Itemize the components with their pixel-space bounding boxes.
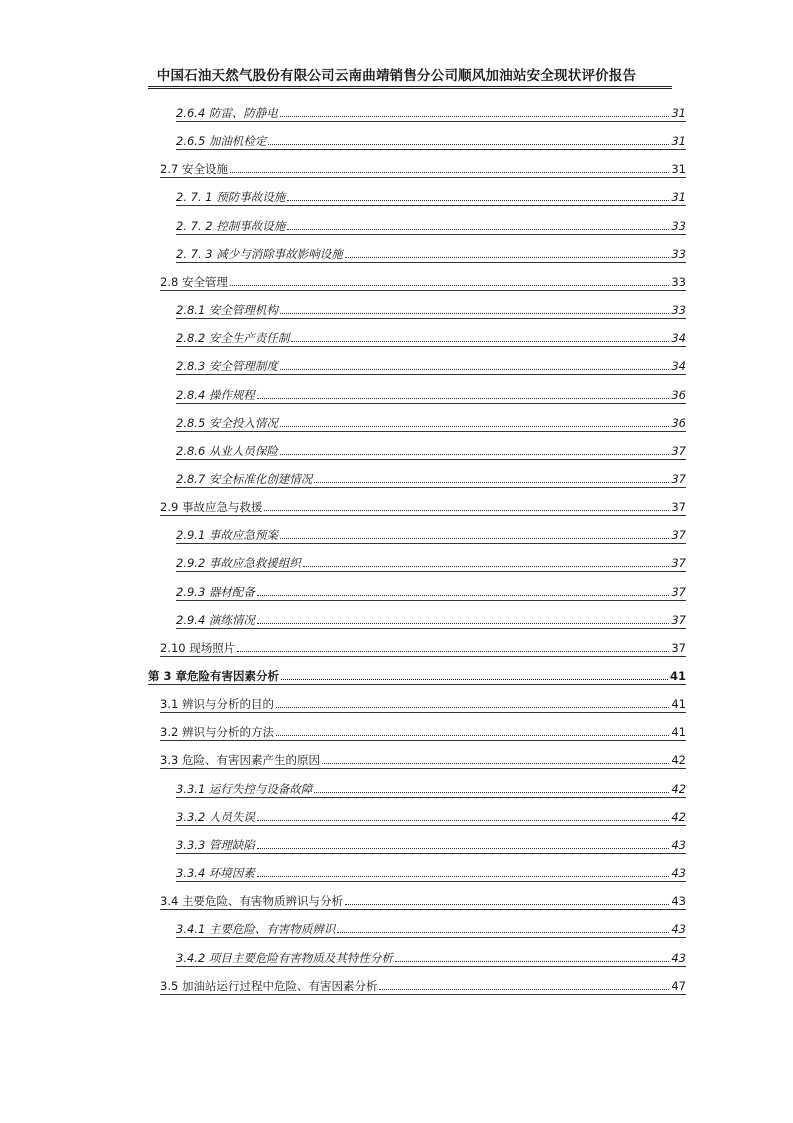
toc-entry-title: 2. 7. 1 预防事故设施 bbox=[176, 190, 286, 204]
toc-leader-dots bbox=[322, 762, 669, 764]
toc-leader-dots bbox=[276, 706, 669, 708]
toc-entry-title: 3.3 危险、有害因素产生的原因 bbox=[160, 753, 320, 767]
toc-entry-underline bbox=[160, 177, 686, 178]
toc-entry[interactable] bbox=[176, 412, 686, 430]
toc-entry-underline bbox=[176, 431, 686, 432]
toc-entry[interactable] bbox=[176, 299, 686, 317]
toc-leader-dots bbox=[257, 819, 669, 821]
toc-entry[interactable] bbox=[176, 778, 686, 796]
toc-entry[interactable] bbox=[160, 637, 686, 655]
toc-entry[interactable] bbox=[160, 721, 686, 739]
toc-entry-page: 37 bbox=[671, 641, 686, 655]
toc-entry[interactable] bbox=[176, 862, 686, 880]
toc-leader-dots bbox=[280, 368, 669, 370]
toc-entry[interactable] bbox=[176, 186, 686, 204]
toc-entry-underline bbox=[160, 909, 686, 910]
toc-entry-title: 3.4.2 项目主要危险有害物质及其特性分析 bbox=[176, 951, 393, 965]
toc-entry-page: 36 bbox=[671, 416, 686, 430]
toc-leader-dots bbox=[303, 565, 669, 567]
toc-entry[interactable] bbox=[160, 158, 686, 176]
toc-entry-title: 2.8.3 安全管理制度 bbox=[176, 359, 278, 373]
toc-leader-dots bbox=[287, 228, 669, 230]
toc-entry-underline bbox=[176, 600, 686, 601]
toc-entry-underline bbox=[176, 543, 686, 544]
toc-entry[interactable] bbox=[176, 102, 686, 120]
toc-entry-underline bbox=[160, 712, 686, 713]
toc-leader-dots bbox=[230, 171, 669, 173]
toc-entry-title: 2. 7. 2 控制事故设施 bbox=[176, 219, 286, 233]
toc-entry-page: 31 bbox=[671, 190, 686, 204]
toc-leader-dots bbox=[291, 340, 669, 342]
toc-entry-title: 3.3.2 人员失误 bbox=[176, 810, 255, 824]
toc-entry[interactable] bbox=[160, 693, 686, 711]
toc-entry-title: 2.8.6 从业人员保险 bbox=[176, 444, 278, 458]
toc-entry-underline bbox=[176, 121, 686, 122]
toc-entry-page: 33 bbox=[671, 219, 686, 233]
toc-entry-underline bbox=[176, 318, 686, 319]
toc-entry-title: 第 3 章危险有害因素分析 bbox=[148, 669, 280, 683]
toc-entry-title: 2.6.5 加油机检定 bbox=[176, 134, 267, 148]
toc-leader-dots bbox=[280, 425, 669, 427]
toc-leader-dots bbox=[257, 875, 669, 877]
toc-entry[interactable] bbox=[176, 384, 686, 402]
toc-entry-underline bbox=[176, 966, 686, 967]
toc-entry-title: 3.4.1 主要危险、有害物质辨识 bbox=[176, 922, 336, 936]
toc-entry-underline bbox=[176, 571, 686, 572]
toc-leader-dots bbox=[257, 594, 669, 596]
toc-entry-page: 42 bbox=[671, 810, 686, 824]
toc-leader-dots bbox=[230, 284, 669, 286]
toc-entry-underline bbox=[160, 290, 686, 291]
toc-entry-title: 2.9 事故应急与救援 bbox=[160, 500, 263, 514]
toc-entry-page: 41 bbox=[669, 669, 686, 683]
toc-leader-dots bbox=[314, 791, 669, 793]
toc-entry-underline bbox=[176, 487, 686, 488]
toc-entry-page: 31 bbox=[671, 134, 686, 148]
toc-entry-title: 2.8.7 安全标准化创建情况 bbox=[176, 472, 313, 486]
toc-leader-dots bbox=[257, 397, 669, 399]
toc-entry-title: 2.8.2 安全生产责任制 bbox=[176, 331, 290, 345]
toc-entry-title: 2.9.4 演练情况 bbox=[176, 613, 255, 627]
toc-leader-dots bbox=[257, 847, 669, 849]
toc-entry[interactable] bbox=[176, 581, 686, 599]
toc-entry-page: 33 bbox=[671, 303, 686, 317]
toc-entry-title: 2.10 现场照片 bbox=[160, 641, 236, 655]
toc-entry-underline bbox=[176, 459, 686, 460]
toc-leader-dots bbox=[280, 453, 669, 455]
toc-leader-dots bbox=[268, 143, 669, 145]
toc-entry-title: 2.7 安全设施 bbox=[160, 162, 228, 176]
toc-entry-underline bbox=[176, 149, 686, 150]
toc-entry-underline bbox=[176, 346, 686, 347]
toc-entry-title: 2.8 安全管理 bbox=[160, 275, 228, 289]
toc-entry-page: 34 bbox=[671, 331, 686, 345]
toc-entry[interactable] bbox=[176, 468, 686, 486]
toc-entry[interactable] bbox=[176, 243, 686, 261]
toc-leader-dots bbox=[257, 622, 669, 624]
toc-entry-page: 43 bbox=[671, 951, 686, 965]
toc-leader-dots bbox=[314, 481, 669, 483]
toc-entry[interactable] bbox=[160, 749, 686, 767]
toc-leader-dots bbox=[280, 115, 669, 117]
toc-entry-underline bbox=[148, 684, 686, 685]
toc-entry[interactable] bbox=[160, 496, 686, 514]
toc-entry[interactable] bbox=[176, 524, 686, 542]
toc-entry-underline bbox=[176, 234, 686, 235]
toc-entry[interactable] bbox=[176, 440, 686, 458]
toc-entry-title: 3.3.3 管理缺陷 bbox=[176, 838, 255, 852]
toc-entry-page: 47 bbox=[671, 979, 686, 993]
toc-leader-dots bbox=[345, 903, 669, 905]
toc-entry-page: 36 bbox=[671, 388, 686, 402]
toc-leader-dots bbox=[345, 256, 670, 258]
toc-entry-title: 2.9.1 事故应急预案 bbox=[176, 528, 278, 542]
toc-entry-underline bbox=[160, 656, 686, 657]
toc-entry[interactable] bbox=[176, 552, 686, 570]
toc-entry-underline bbox=[176, 628, 686, 629]
toc-entry-title: 3.2 辨识与分析的方法 bbox=[160, 725, 274, 739]
toc-entry-page: 37 bbox=[671, 613, 686, 627]
toc-entry-page: 41 bbox=[671, 697, 686, 711]
toc-entry-page: 33 bbox=[671, 247, 686, 261]
toc-entry[interactable] bbox=[148, 665, 686, 683]
toc-entry-title: 3.5 加油站运行过程中危险、有害因素分析 bbox=[160, 979, 378, 993]
toc-leader-dots bbox=[237, 650, 669, 652]
toc-entry-page: 37 bbox=[671, 556, 686, 570]
toc-entry-page: 33 bbox=[671, 275, 686, 289]
toc-entry-title: 3.3.4 环境因素 bbox=[176, 866, 255, 880]
toc-entry-title: 2.9.2 事故应急救援组织 bbox=[176, 556, 301, 570]
toc-entry-page: 31 bbox=[671, 106, 686, 120]
toc-entry-page: 37 bbox=[671, 444, 686, 458]
toc-leader-dots bbox=[379, 988, 669, 990]
toc-entry-page: 42 bbox=[671, 782, 686, 796]
toc-entry-underline bbox=[160, 768, 686, 769]
toc-entry-page: 41 bbox=[671, 725, 686, 739]
toc-entry[interactable] bbox=[160, 271, 686, 289]
toc-entry-underline bbox=[176, 403, 686, 404]
toc-entry-title: 2. 7. 3 减少与消除事故影响设施 bbox=[176, 247, 343, 261]
toc-leader-dots bbox=[287, 199, 669, 201]
toc-entry[interactable] bbox=[176, 918, 686, 936]
toc-entry[interactable] bbox=[176, 130, 686, 148]
toc-entry-page: 37 bbox=[671, 528, 686, 542]
toc-entry-title: 2.8.1 安全管理机构 bbox=[176, 303, 278, 317]
toc-entry-page: 42 bbox=[671, 753, 686, 767]
toc-entry-page: 31 bbox=[671, 162, 686, 176]
toc-entry[interactable] bbox=[160, 975, 686, 993]
toc-entry-title: 2.9.3 器材配备 bbox=[176, 585, 255, 599]
toc-leader-dots bbox=[264, 509, 669, 511]
toc-entry-underline bbox=[176, 374, 686, 375]
toc-entry-page: 43 bbox=[671, 866, 686, 880]
toc-entry-underline bbox=[176, 797, 686, 798]
toc-entry[interactable] bbox=[176, 834, 686, 852]
toc-leader-dots bbox=[276, 734, 669, 736]
toc-entry-page: 43 bbox=[671, 894, 686, 908]
toc-entry-underline bbox=[176, 853, 686, 854]
toc-entry-underline bbox=[176, 262, 686, 263]
toc-entry[interactable] bbox=[176, 806, 686, 824]
toc-entry-title: 3.3.1 运行失控与设备故障 bbox=[176, 782, 313, 796]
toc-entry-page: 43 bbox=[671, 922, 686, 936]
toc-entry-underline bbox=[160, 740, 686, 741]
page-header: 中国石油天然气股份有限公司云南曲靖销售分公司顺风加油站安全现状评价报告 bbox=[156, 68, 637, 84]
toc-entry[interactable] bbox=[176, 355, 686, 373]
toc-entry-title: 3.1 辨识与分析的目的 bbox=[160, 697, 274, 711]
toc-entry-title: 2.8.4 操作规程 bbox=[176, 388, 255, 402]
toc-entry-page: 34 bbox=[671, 359, 686, 373]
toc-entry-page: 43 bbox=[671, 838, 686, 852]
toc-entry-title: 2.6.4 防雷、防静电 bbox=[176, 106, 278, 120]
toc-entry[interactable] bbox=[176, 947, 686, 965]
toc-entry[interactable] bbox=[176, 327, 686, 345]
toc-entry-underline bbox=[160, 994, 686, 995]
toc-leader-dots bbox=[395, 960, 669, 962]
toc-entry[interactable] bbox=[176, 609, 686, 627]
toc-entry-underline bbox=[176, 881, 686, 882]
toc-entry-underline bbox=[160, 515, 686, 516]
toc-leader-dots bbox=[281, 678, 668, 680]
toc-entry-title: 3.4 主要危险、有害物质辨识与分析 bbox=[160, 894, 343, 908]
toc-leader-dots bbox=[280, 537, 669, 539]
toc-leader-dots bbox=[337, 931, 669, 933]
toc-entry-page: 37 bbox=[671, 472, 686, 486]
toc-leader-dots bbox=[280, 312, 669, 314]
toc-entry-underline bbox=[176, 825, 686, 826]
toc-entry[interactable] bbox=[160, 890, 686, 908]
toc-entry-page: 37 bbox=[671, 585, 686, 599]
toc-entry-underline bbox=[176, 937, 686, 938]
toc-entry-page: 37 bbox=[671, 500, 686, 514]
toc-entry[interactable] bbox=[176, 215, 686, 233]
toc-entry-title: 2.8.5 安全投入情况 bbox=[176, 416, 278, 430]
toc-entry-underline bbox=[176, 205, 686, 206]
